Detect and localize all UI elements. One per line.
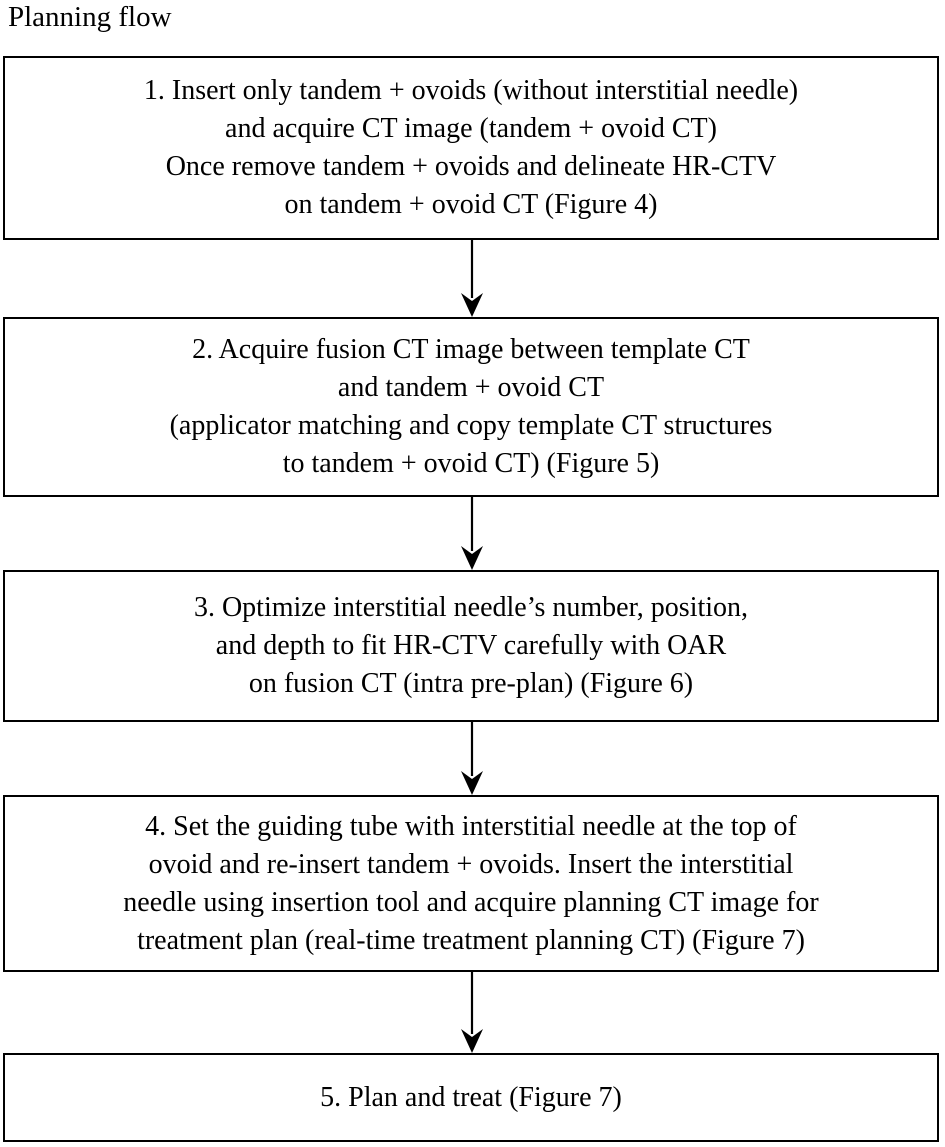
- step-1-line-2: and acquire CT image (tandem + ovoid CT): [225, 113, 717, 144]
- step-1-line-3: Once remove tandem + ovoids and delineate HR-CTV: [165, 151, 777, 182]
- step-4-line-1: 4. Set the guiding tube with interstitial needle at the top of: [145, 810, 797, 842]
- step-2-line-4: to tandem + ovoid CT) (Figure 5): [282, 448, 660, 479]
- step-1-box: [3, 56, 939, 240]
- down-arrow-icon: [457, 722, 487, 795]
- step-3-line-1: 3. Optimize interstitial needle’s number, position,: [193, 592, 749, 623]
- down-arrow-icon: [457, 972, 487, 1053]
- down-arrow-icon: [457, 497, 487, 570]
- down-arrow-icon: [457, 240, 487, 317]
- figure-title: Planning flow: [8, 1, 172, 33]
- step-3-line-2: and depth to fit HR-CTV carefully with OAR: [215, 630, 727, 661]
- step-4-line-4: treatment plan (real-time treatment planning CT) (Figure 7): [137, 924, 805, 956]
- step-2-line-2: and tandem + ovoid CT: [337, 372, 605, 403]
- step-3-box: [3, 570, 939, 722]
- step-2-line-3: (applicator matching and copy template CT structures: [169, 410, 773, 441]
- step-2-box: [3, 317, 939, 497]
- step-4-line-2: ovoid and re-insert tandem + ovoids. Insert the interstitial: [148, 848, 794, 880]
- step-2-line-1: 2. Acquire fusion CT image between template CT: [192, 334, 750, 365]
- step-3-line-3: on fusion CT (intra pre-plan) (Figure 6): [248, 668, 694, 699]
- step-5-box: [3, 1053, 939, 1142]
- step-4-line-3: needle using insertion tool and acquire planning CT image for: [123, 886, 819, 918]
- step-5-line-1: 5. Plan and treat (Figure 7): [320, 1081, 622, 1113]
- step-1-line-4: on tandem + ovoid CT (Figure 4): [284, 189, 658, 220]
- step-4-box: [3, 795, 939, 972]
- step-1-line-1: 1. Insert only tandem + ovoids (without interstitial needle): [143, 75, 799, 106]
